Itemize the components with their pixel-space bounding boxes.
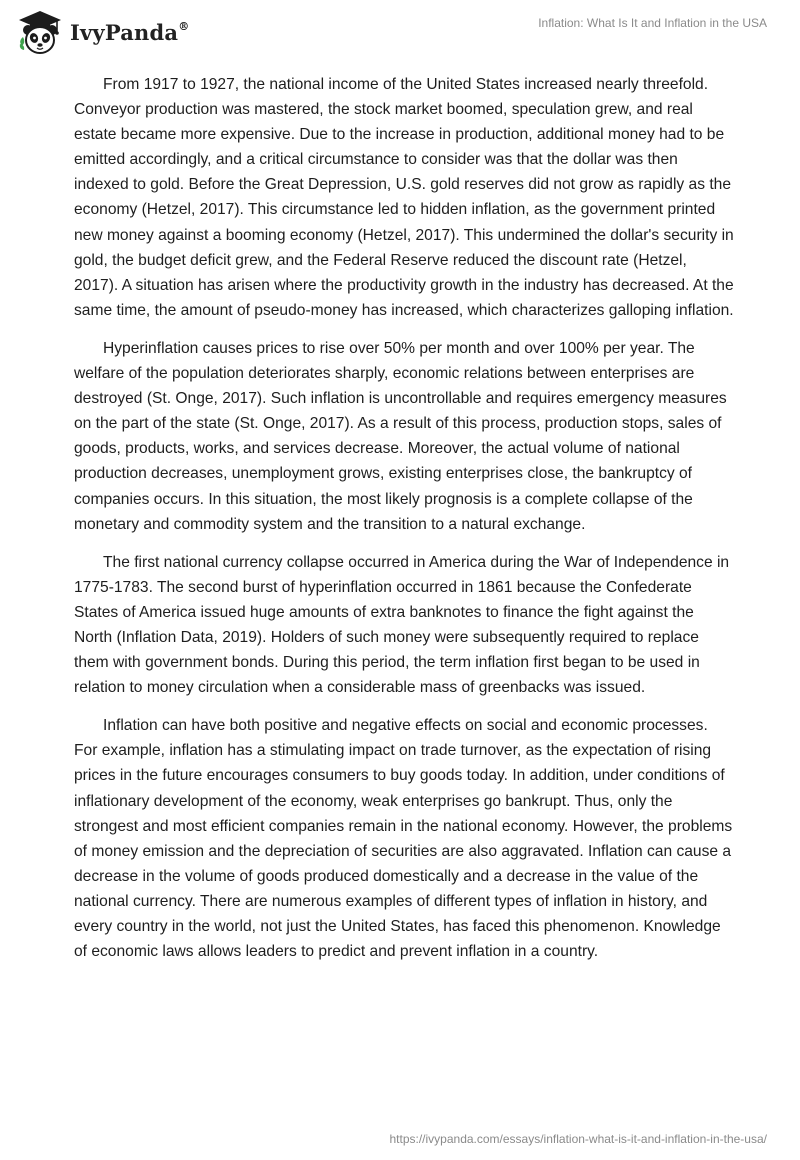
paragraph: Hyperinflation causes prices to rise over 50% per month and over 100% per year. The welfare of the population deteriorates sharply, economic relations between enterprises are destroyed (St. Onge, 2017). Such inflation is uncontrollable and requires emergency measures on the part of the state (St. Onge, 2017). As a result of this process, production stops, sales of goods, products, works, and services decrease. Moreover, the actual volume of national production decreases, unemployment grows, existing enterprises close, the bankruptcy of companies occurs. In this situation, the most likely prognosis is a complete collapse of the monetary and commodity system and the transition to a natural exchange. [74,339,727,533]
brand-name-text: IvyPanda [70,19,179,45]
brand-logo[interactable] [16,8,189,56]
source-url[interactable]: https://ivypanda.com/essays/inflation-what-is-it-and-inflation-in-the-usa/ [389,1132,767,1146]
paragraph: From 1917 to 1927, the national income of the United States increased nearly threefold. Conveyor production was mastered, the stock market boomed, speculation grew, and real estate became more expensive. Due to the increase in production, additional money had to be emitted accordingly, and a critical circumstance to consider was that the dollar was then indexed to gold. Before the Great Depression, U.S. gold reserves did not grow as rapidly as the economy (Hetzel, 2017). This circumstance led to hidden inflation, as the government printed new money against a booming economy (Hetzel, 2017). This undermined the dollar's security in gold, the budget deficit grew, and the Federal Reserve reduced the discount rate (Hetzel, 2017). A situation has arisen where the productivity growth in the industry has decreased. At the same time, the amount of pseudo-money has increased, which characterizes galloping inflation. [74,76,734,319]
page-header [0,0,800,70]
brand-name [70,20,189,45]
panda-graduate-icon [16,8,64,56]
essay-body [74,72,734,977]
registered-mark: ® [178,19,190,33]
paragraph: Inflation can have both positive and negative effects on social and economic processes. For example, inflation has a stimulating impact on trade turnover, as the expectation of rising prices in the future encourages consumers to buy goods today. In addition, under conditions of inflationary development of the economy, weak enterprises go bankrupt. Thus, only the strongest and most efficient companies remain in the national economy. However, the problems of money emission and the depreciation of securities are also aggravated. Inflation can cause a decrease in the volume of goods produced domestically and a decrease in the value of the national currency. There are numerous examples of different types of inflation in history, and every country in the world, not just the United States, has faced this phenomenon. Knowledge of economic laws allows leaders to predict and prevent inflation in a country. [74,717,733,961]
document-title: Inflation: What Is It and Inflation in the USA [538,16,767,30]
paragraph: The first national currency collapse occurred in America during the War of Independence in 1775-1783. The second burst of hyperinflation occurred in 1861 because the Confederate States of America issued huge amounts of extra banknotes to finance the fight against the North (Inflation Data, 2019). Holders of such money were subsequently required to replace them with government bonds. During this period, the term inflation first began to be used in relation to money circulation when a considerable mass of greenbacks was issued. [74,553,730,697]
